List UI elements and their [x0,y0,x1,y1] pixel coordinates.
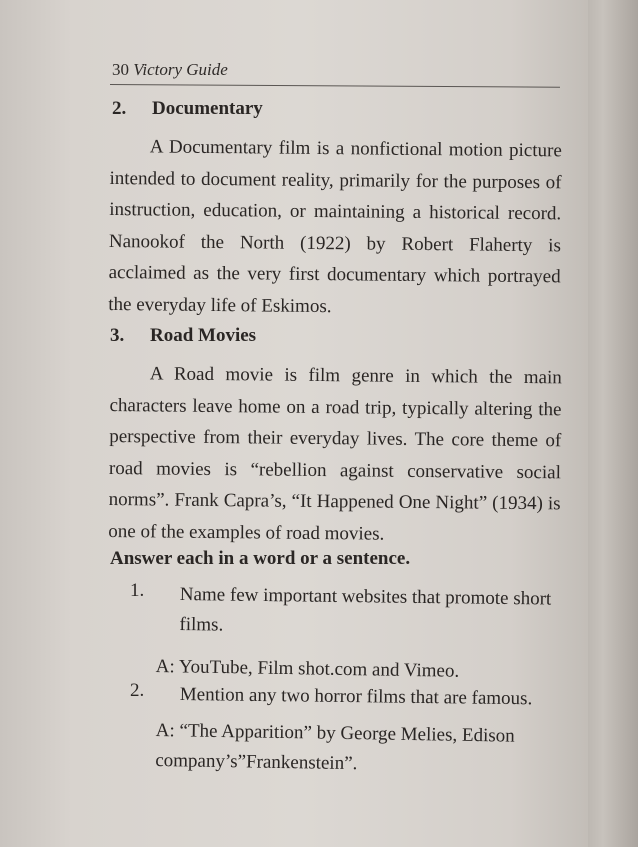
question-text: Name few important websites that promote short films. [179,583,552,636]
page-edge [588,0,638,847]
section-number: 2. [112,98,127,119]
book-title: Victory Guide [133,60,228,79]
section-body-documentary [108,131,562,324]
answer-text: A: “The Apparition” by George Melies, Edison company’s”Frankenstein”. [155,719,515,775]
question-number: 1. [130,580,145,601]
page-number: 30 [112,60,129,79]
section-heading-documentary [112,98,263,120]
question-number: 2. [130,680,145,701]
answer-text: A: YouTube, Film shot.com and Vimeo. [155,655,460,682]
paragraph-text: A Road movie is film genre in which the main characters leave home on a road trip, typically altering the perspective from their everyday lives. The core theme of road movies is “rebellion against conservative social norms”. Frank Capra’s, “It Happened One Night” (1934) is one of the examples of road movies. [108,363,562,545]
section-title: Documentary [152,98,263,119]
paragraph-text: A Documentary film is a nonfictional motion picture intended to document reality, primarily for the purposes of instruction, education, or maintaining a historical record. Nanookof the North (1922) by Robert Flaherty is acclaimed as the very first documentary which portrayed the everyday life of Eskimos. [108,136,562,317]
section-title: Road Movies [150,325,257,346]
section-heading-road-movies [110,325,256,347]
section-number: 3. [110,325,125,346]
running-header [112,60,228,80]
exercise-instruction: Answer each in a word or a sentence. [110,548,411,569]
section-body-road-movies [108,358,562,551]
question-text: Mention any two horror films that are famous. [179,683,533,710]
